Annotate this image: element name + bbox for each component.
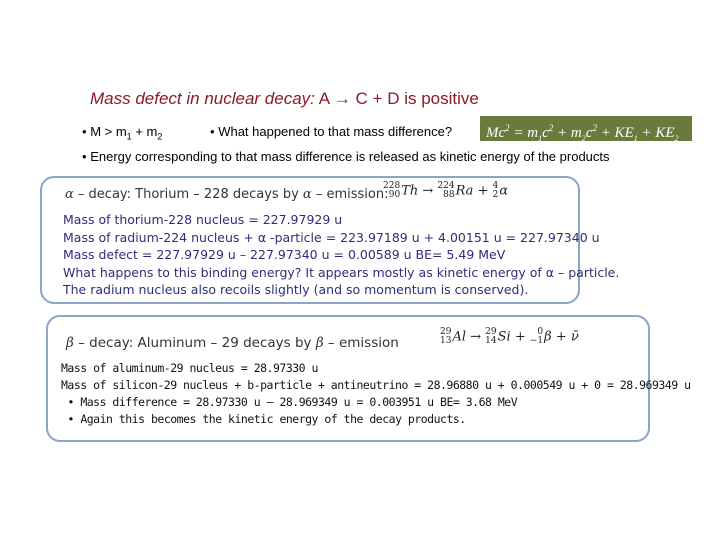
question-line — [210, 124, 452, 139]
alpha-line: Mass defect = 227.97929 u – 227.97340 u = 0.00589 u BE= 5.49 MeV — [63, 247, 506, 262]
beta-symbol: β — [66, 335, 74, 351]
beta-line: Mass of aluminum-29 nucleus = 28.97330 u — [61, 361, 318, 375]
atomic-number: 2 — [492, 190, 499, 200]
atomic-number: 90 — [388, 190, 401, 200]
atomic-number: 13 — [440, 336, 452, 346]
beta-decay-details — [61, 360, 691, 428]
mass-number: 0 — [537, 327, 544, 337]
bullet-icon: • — [82, 149, 87, 164]
mass-number: 4 — [492, 181, 499, 191]
formula-part: Mc — [486, 125, 506, 141]
alpha-decay-equation — [383, 182, 508, 200]
alpha-heading-end: – emission: — [311, 187, 389, 202]
formula-part: 1 — [538, 134, 543, 143]
mass-number: 228 — [383, 181, 401, 191]
element-symbol: Ra — [455, 183, 474, 199]
alpha-symbol: α — [499, 183, 509, 199]
beta-line-text: Again this becomes the kinetic energy of the decay products. — [80, 412, 466, 426]
bullet-icon: • — [210, 124, 215, 139]
inequality-sub1: 1 — [126, 131, 132, 142]
formula-part: 2 — [592, 123, 597, 133]
beta-heading-end: – emission — [323, 335, 399, 351]
bullet-icon: • — [67, 395, 74, 409]
arrow-icon: → — [418, 183, 438, 199]
beta-line: Mass of silicon-29 nucleus + b-particle + antineutrino = 28.96880 u + 0.000549 u + 0 = 28.969349 u — [61, 378, 691, 392]
alpha-line: Mass of radium-224 nucleus + α -particle = 223.97189 u + 4.00151 u = 227.97340 u — [63, 229, 600, 245]
energy-release-text: Energy corresponding to that mass difference is released as kinetic energy of the products — [90, 149, 610, 164]
alpha-line: What happens to this binding energy? It appears mostly as kinetic energy of α – particle. — [63, 264, 620, 280]
beta-line — [61, 394, 691, 411]
inequality-plus: + m — [135, 124, 158, 139]
beta-heading-text: – decay: Aluminum – 29 decays by — [73, 335, 316, 351]
element-symbol: Si — [497, 329, 511, 345]
formula-part: 2 — [581, 134, 586, 143]
isotope-numbers — [437, 182, 454, 200]
beta-decay-equation — [440, 328, 579, 346]
mass-number: 29 — [485, 327, 497, 337]
slide-title — [90, 89, 479, 109]
formula-part: 2 — [548, 123, 554, 133]
beta-decay-heading — [66, 335, 399, 351]
plus-sign: + — [473, 183, 493, 199]
alpha-decay-details — [63, 211, 619, 299]
isotope-numbers — [485, 328, 496, 346]
antineutrino-symbol: ν̄ — [570, 329, 579, 345]
bullet-icon: • — [67, 412, 74, 426]
bullet-icon: • — [82, 124, 87, 139]
title-italic: Mass defect in nuclear decay: — [90, 89, 315, 108]
atomic-number: 14 — [485, 336, 497, 346]
atomic-number: −1 — [529, 336, 544, 346]
arrow-icon: → — [466, 329, 486, 345]
formula-part: 2 — [505, 123, 510, 133]
title-rest: A → C + D is positive — [318, 89, 479, 108]
element-symbol: Al — [452, 329, 466, 345]
isotope-numbers — [530, 328, 543, 346]
plus-sign: + — [551, 329, 571, 345]
formula-part: + m — [553, 125, 582, 141]
alpha-heading-text: – decay: Thorium – 228 decays by — [73, 187, 303, 202]
formula-part: c — [585, 125, 593, 141]
energy-release-line — [82, 149, 610, 164]
energy-formula-box — [480, 116, 692, 141]
formula-part: c — [542, 125, 549, 141]
formula-part: + KE — [596, 125, 634, 141]
alpha-line: The radium nucleus also recoils slightly (and so momentum is conserved). — [63, 282, 529, 297]
formula-part: = m — [509, 125, 539, 141]
beta-line — [61, 411, 691, 428]
beta-symbol: β — [315, 335, 324, 351]
isotope-numbers — [440, 328, 451, 346]
alpha-decay-heading — [65, 187, 388, 202]
isotope-numbers — [383, 182, 400, 200]
question-text: What happened to that mass difference? — [218, 124, 453, 139]
alpha-line: Mass of thorium-228 nucleus = 227.97929 u — [63, 212, 343, 227]
inequality-text: M > m — [90, 124, 127, 139]
atomic-number: 88 — [443, 190, 455, 200]
beta-symbol: β — [544, 329, 552, 345]
plus-sign: + — [510, 329, 530, 345]
formula-part: + KE — [637, 125, 675, 141]
mass-inequality-line — [82, 124, 162, 142]
isotope-numbers — [493, 182, 499, 200]
alpha-symbol: α — [302, 187, 312, 202]
alpha-symbol: α — [65, 187, 74, 202]
inequality-sub2: 2 — [157, 131, 163, 142]
mass-number: 224 — [437, 181, 455, 191]
formula-part: 2 — [674, 134, 679, 143]
formula-part: 1 — [633, 134, 638, 143]
mass-number: 29 — [440, 327, 452, 337]
beta-line-text: Mass difference = 28.97330 u – 28.969349 u = 0.003951 u BE= 3.68 MeV — [80, 395, 518, 409]
element-symbol: Th — [401, 183, 419, 199]
